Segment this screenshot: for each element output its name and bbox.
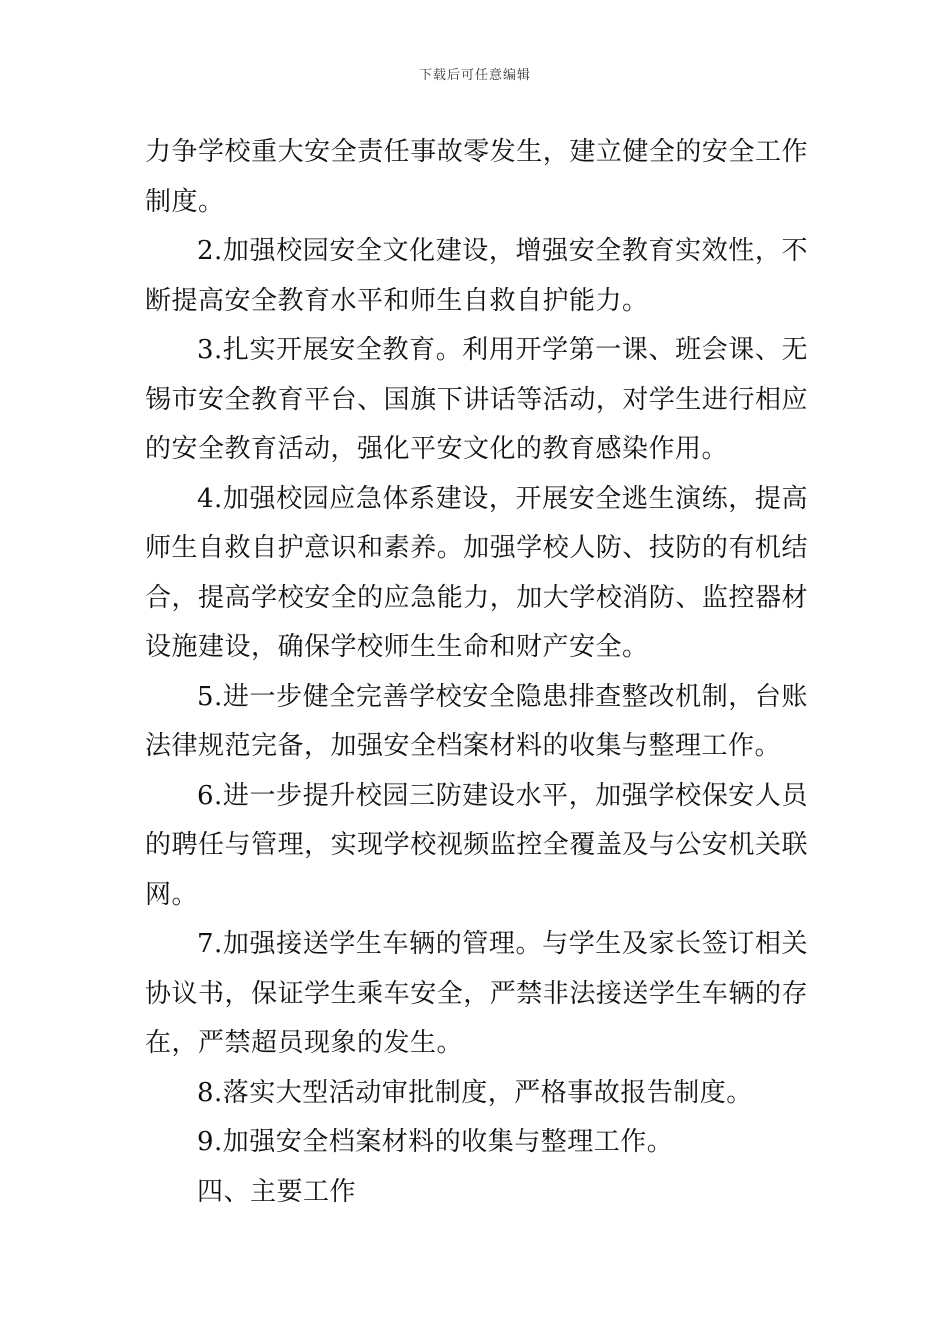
paragraph-item-6: 6.进一步提升校园三防建设水平，加强学校保安人员的聘任与管理，实现学校视频监控全覆盖及与公安机关联网。	[145, 780, 808, 910]
paragraph-continuation: 力争学校重大安全责任事故零发生，建立健全的安全工作制度。	[145, 137, 808, 217]
paragraph-item-9: 9.加强安全档案材料的收集与整理工作。	[197, 1127, 674, 1157]
paragraph-item-5: 5.进一步健全完善学校安全隐患排查整改机制，台账法律规范完备，加强安全档案材料的收集与整理工作。	[145, 681, 808, 761]
paragraph-item-3: 3.扎实开展安全教育。利用开学第一课、班会课、无锡市安全教育平台、国旗下讲话等活动，对学生进行相应的安全教育活动，强化平安文化的教育感染作用。	[145, 335, 808, 464]
paragraph-item-4: 4.加强校园应急体系建设，开展安全逃生演练，提高师生自救自护意识和素养。加强学校人防、技防的有机结合，提高学校安全的应急能力，加大学校消防、监控器材设施建设，确保学校师生生命和财产安全。	[145, 483, 808, 662]
paragraph-item-7: 7.加强接送学生车辆的管理。与学生及家长签订相关协议书，保证学生乘车安全，严禁非法接送学生车辆的存在，严禁超员现象的发生。	[145, 929, 808, 1058]
page-header: 下载后可任意编辑	[418, 68, 531, 83]
document-body	[145, 128, 808, 1217]
paragraph-item-8: 8.落实大型活动审批制度，严格事故报告制度。	[197, 1077, 753, 1108]
section-heading-main-work: 四、主要工作	[197, 1176, 357, 1207]
paragraph-item-2: 2.加强校园安全文化建设，增强安全教育实效性，不断提高安全教育水平和师生自救自护能力。	[145, 236, 808, 316]
